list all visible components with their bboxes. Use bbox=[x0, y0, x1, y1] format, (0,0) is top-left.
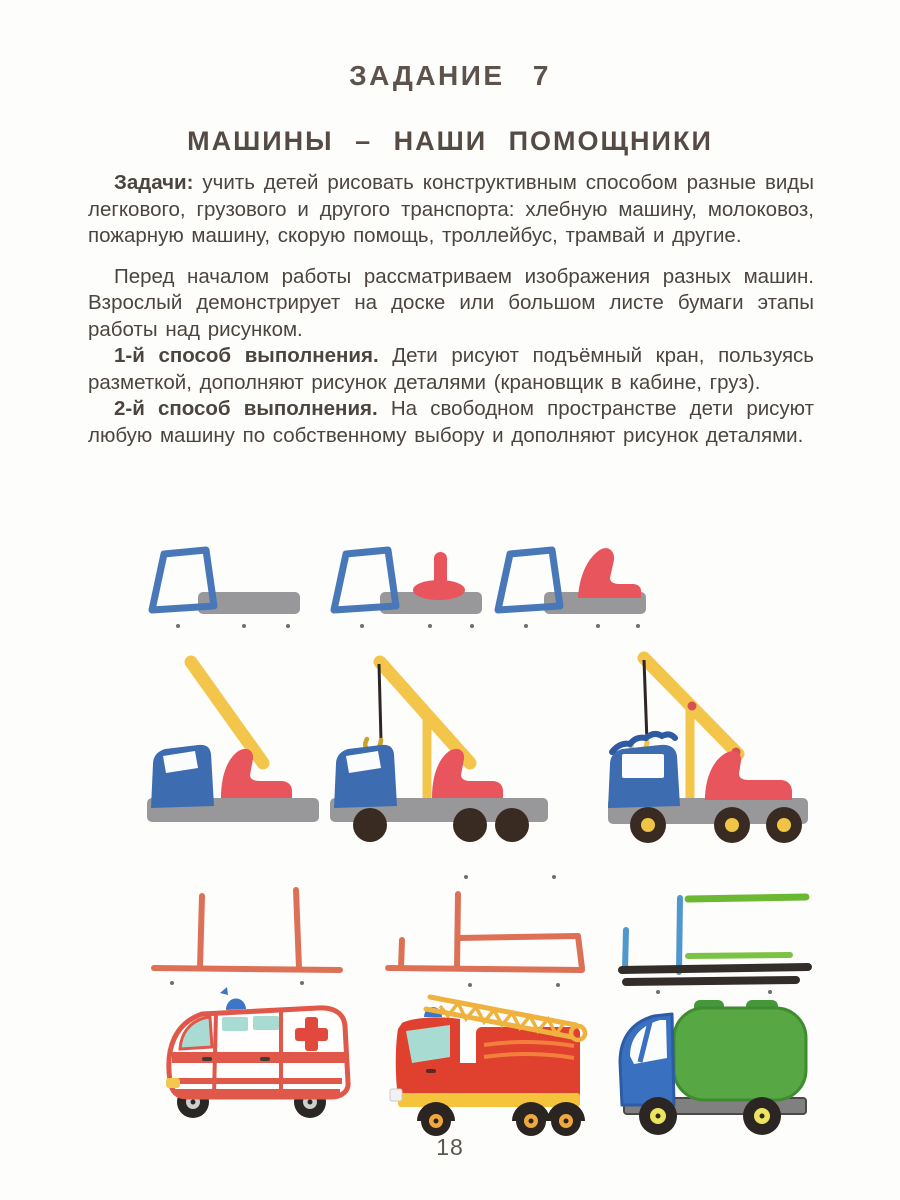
side-stripe bbox=[172, 1052, 346, 1063]
ambulance-illustration bbox=[150, 985, 370, 1145]
lesson-title: МАШИНЫ – НАШИ ПОМОЩНИКИ bbox=[187, 126, 713, 156]
door-seam bbox=[214, 1013, 216, 1095]
fire-truck-illustration bbox=[388, 985, 593, 1150]
bumper bbox=[390, 1089, 402, 1101]
crane-truck-step2-illustration bbox=[320, 648, 555, 848]
door-handle bbox=[426, 1069, 436, 1073]
side-stripe-thin bbox=[174, 1089, 340, 1095]
cab-window bbox=[622, 754, 664, 778]
crane-truck-step3-illustration bbox=[600, 648, 815, 848]
truck-step2-illustration bbox=[322, 540, 492, 635]
windshield bbox=[406, 1025, 450, 1063]
paragraph-method-2-label: 2-й способ выполнения. bbox=[114, 397, 378, 420]
paragraph-intro-text: Перед началом работы рассматриваем изображения разных машин. Взрослый демонстрирует на доске или большом листе бумаги этапы работы над рисунком. bbox=[88, 264, 814, 341]
paragraph-intro bbox=[88, 264, 814, 344]
sketch-frame-illustration bbox=[378, 872, 593, 992]
boom-joint bbox=[688, 702, 697, 711]
truck-step3-illustration bbox=[486, 540, 656, 635]
guide-dots bbox=[524, 624, 640, 628]
paragraph-goals-text: учить детей рисовать конструктивным способом разные виды легкового, грузового и другого транспорта: хлебную машину, молоковоз, пожарную машину, скорую помощь, троллейбус, трамвай и другие. bbox=[88, 171, 814, 247]
crane-housing bbox=[578, 548, 641, 598]
side-stripe-thin bbox=[172, 1078, 342, 1084]
sketch-posts-illustration bbox=[142, 878, 347, 993]
blue-line bbox=[679, 898, 680, 972]
side-window bbox=[253, 1016, 279, 1030]
blue-line bbox=[625, 930, 626, 970]
paragraph-method-1 bbox=[88, 343, 814, 396]
lesson-text bbox=[88, 170, 814, 449]
paragraph-method-2-text: На свободном пространстве дети рисуют любую машину по собственному выбору и дополняют рисунок деталями. bbox=[88, 397, 814, 447]
paragraph-goals bbox=[88, 170, 814, 250]
page-number: 18 bbox=[436, 1134, 464, 1160]
crane-truck-step1-illustration bbox=[135, 648, 330, 848]
guide-dots bbox=[176, 624, 290, 628]
side-window bbox=[222, 1017, 248, 1031]
crane-housing bbox=[705, 751, 792, 800]
truck-step1-illustration bbox=[140, 540, 310, 635]
paragraph-goals-label: Задачи: bbox=[114, 171, 194, 194]
beacon-antenna bbox=[220, 987, 228, 995]
paragraph-method-1-text: Дети рисуют подъёмный кран, пользуясь разметкой, дополняют рисунок деталями (крановщик в кабине, груз). bbox=[88, 344, 814, 394]
paragraph-method-2 bbox=[88, 396, 814, 449]
green-line bbox=[688, 897, 806, 899]
tanker-truck-illustration bbox=[610, 990, 815, 1145]
crane-cable bbox=[379, 664, 381, 740]
green-line bbox=[688, 955, 790, 956]
headlight bbox=[166, 1078, 180, 1088]
sketch-guide-lines-illustration bbox=[612, 878, 817, 996]
wheels bbox=[417, 1102, 585, 1136]
crane-base bbox=[413, 580, 465, 600]
paragraph-method-1-label: 1-й способ выполнения. bbox=[114, 344, 379, 367]
crane-cable bbox=[644, 660, 647, 742]
beacon-light bbox=[226, 998, 246, 1010]
orange-lines bbox=[154, 890, 340, 970]
bottom-stripe bbox=[398, 1093, 580, 1107]
guide-dots bbox=[360, 624, 474, 628]
tank bbox=[674, 1008, 806, 1100]
orange-lines bbox=[388, 894, 582, 970]
black-line bbox=[626, 980, 796, 982]
page-title: ЗАДАНИЕ 7 bbox=[349, 60, 551, 91]
black-line bbox=[622, 967, 808, 970]
